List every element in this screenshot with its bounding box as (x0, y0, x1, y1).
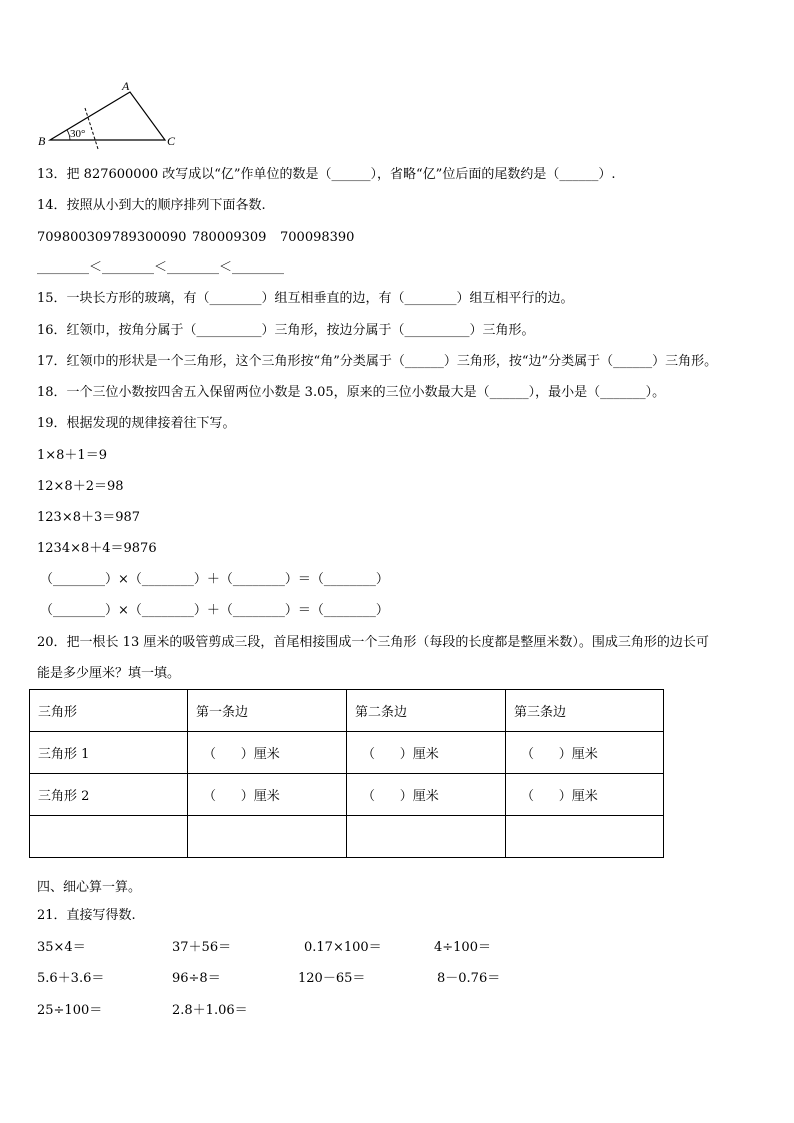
pattern-line: 123×8＋3＝987 (37, 510, 141, 525)
vertex-a-label: A (122, 79, 130, 93)
question-15: 15．一块长方形的玻璃，有（________）组互相垂直的边，有（________）组互相平行的边。 (37, 291, 574, 306)
number-item: 709800309 (37, 230, 112, 245)
pattern-line: 12×8＋2＝98 (37, 479, 124, 494)
table-cell[interactable]: （ ）厘米 (188, 732, 347, 774)
triangle-sides-table (29, 689, 664, 858)
question-14-stem: 14．按照从小到大的顺序排列下面各数. (37, 198, 266, 213)
question-14-answer-line: ________＜________＜________＜________ (37, 260, 285, 275)
pattern-line: 1×8＋1＝9 (37, 448, 107, 463)
table-row (30, 816, 664, 858)
number-item: 789300090 (112, 230, 187, 245)
calc-item: 35×4＝ (37, 940, 86, 955)
pattern-blank-line-1: （________）×（________）＋（________）＝（________） (40, 572, 389, 587)
question-19-stem: 19．根据发现的规律接着往下写。 (37, 416, 236, 431)
calc-item: 25÷100＝ (37, 1003, 103, 1018)
table-cell[interactable] (506, 816, 664, 858)
number-item: 780009309 (192, 230, 267, 245)
angle-label: 30° (70, 128, 86, 140)
calc-item: 96÷8＝ (172, 971, 221, 986)
calc-item: 37＋56＝ (172, 940, 232, 955)
pattern-blank-line-2: （________）×（________）＋（________）＝（________） (40, 603, 389, 618)
question-20-stem-line1: 20．把一根长 13 厘米的吸管剪成三段，首尾相接围成一个三角形（每段的长度都是整厘米数）。围成三角形的边长可 (37, 635, 709, 650)
table-cell[interactable] (347, 816, 506, 858)
table-cell[interactable] (188, 816, 347, 858)
table-header-cell: 第一条边 (188, 690, 347, 732)
pattern-line: 1234×8＋4＝9876 (37, 541, 157, 556)
dashed-cut-line (85, 108, 98, 149)
triangle-abc (50, 92, 165, 140)
vertex-b-label: B (38, 134, 46, 148)
section-4-heading: 四、细心算一算。 (37, 880, 142, 895)
triangle-figure (30, 78, 190, 150)
table-cell[interactable]: （ ）厘米 (347, 732, 506, 774)
calc-item: 120－65＝ (298, 971, 366, 986)
table-cell[interactable] (30, 816, 188, 858)
table-cell[interactable]: （ ）厘米 (188, 774, 347, 816)
question-16: 16．红领巾，按角分属于（__________）三角形，按边分属于（__________）三角形。 (37, 323, 535, 338)
table-row (30, 732, 664, 774)
table-cell[interactable]: （ ）厘米 (506, 774, 664, 816)
table-cell[interactable]: （ ）厘米 (506, 732, 664, 774)
vertex-c-label: C (167, 134, 176, 148)
calc-item: 8－0.76＝ (437, 971, 501, 986)
calc-item: 2.8＋1.06＝ (172, 1003, 248, 1018)
table-header-cell: 第三条边 (506, 690, 664, 732)
table-row (30, 774, 664, 816)
table-cell: 三角形 1 (30, 732, 188, 774)
table-cell: 三角形 2 (30, 774, 188, 816)
table-cell[interactable]: （ ）厘米 (347, 774, 506, 816)
question-20-stem-line2: 能是多少厘米？填一填。 (37, 666, 181, 681)
calc-item: 0.17×100＝ (304, 940, 382, 955)
table-header-cell: 三角形 (30, 690, 188, 732)
calc-item: 5.6＋3.6＝ (37, 971, 105, 986)
question-18: 18．一个三位小数按四舍五入保留两位小数是 3.05，原来的三位小数最大是（______），最小是（_______）。 (37, 385, 666, 400)
number-item: 700098390 (280, 230, 355, 245)
table-header-cell: 第二条边 (347, 690, 506, 732)
question-13: 13．把 827600000 改写成以“亿”作单位的数是（______），省略“亿”位后面的尾数约是（______）. (37, 167, 616, 182)
table-header-row (30, 690, 664, 732)
calc-item: 4÷100＝ (434, 940, 491, 955)
question-21-stem: 21．直接写得数. (37, 908, 136, 923)
question-17: 17．红领巾的形状是一个三角形，这个三角形按“角”分类属于（______）三角形，按“边”分类属于（______）三角形。 (37, 354, 718, 369)
